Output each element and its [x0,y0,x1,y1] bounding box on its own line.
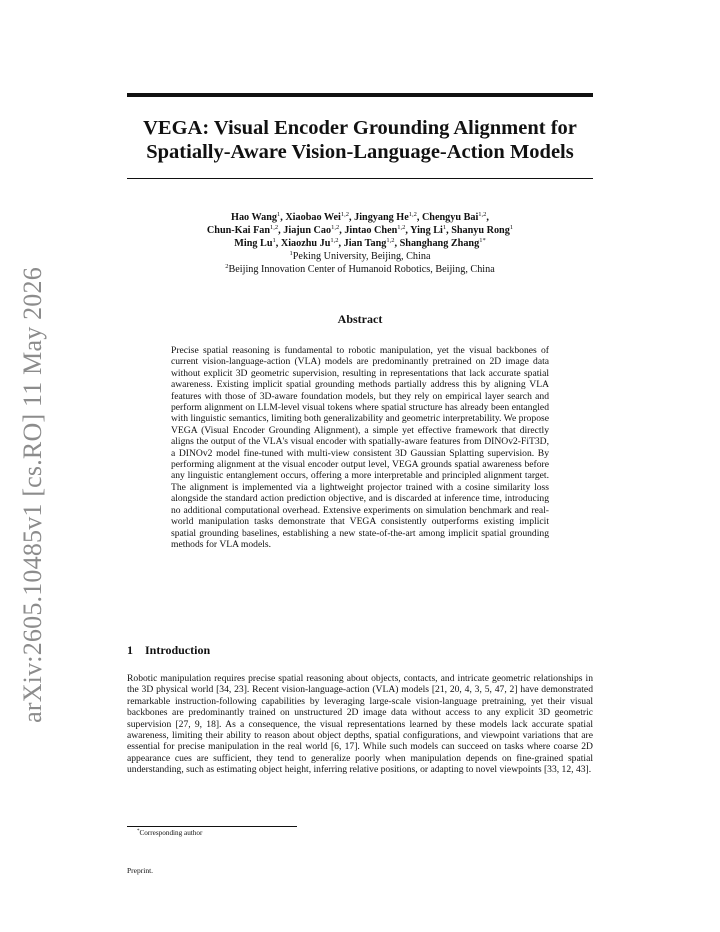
author-name: Jian Tang [343,238,387,249]
author-name: Ying Li [410,225,443,236]
author-affiliation-mark: 1 [272,237,276,244]
affiliation-text: Beijing Innovation Center of Humanoid Robotics, Beijing, China [228,264,495,275]
title-line-2: Spatially-Aware Vision-Language-Action Models [146,141,574,163]
arxiv-identifier-stamp: arXiv:2605.10485v1 [cs.RO] 11 May 2026 [18,267,47,723]
author-affiliation-mark: 1,2 [478,211,487,218]
author-name: Hao Wang [231,212,277,223]
author-affiliation-mark: 1 [442,224,447,231]
abstract-body: Precise spatial reasoning is fundamental to robotic manipulation, yet the visual backbones of current vision-language-action (VLA) models are predominantly pretrained on 2D image data without explicit 3D geometric supervision, resulting in representations that lack accurate spatial awareness. Existing implicit spatial grounding methods partially address this by aligning VLA features with those of 3D-aware foundation models, but they rely on empirical layer search and perform alignment on LLM-level visual tokens where spatial structure has already been entangled with linguistic semantics, limiting both generalizability and geometric interpretability. We propose VEGA (Visual Encoder Grounding Alignment), a simple yet effective framework that directly aligns the output of the VLA's visual encoder with spatially-aware features from DINOv2-FiT3D, a DINOv2 model fine-tuned with multi-view consistent 3D Gaussian Splatting supervision. By performing alignment at the visual encoder output level, VEGA grounds spatial awareness before any linguistic entanglement occurs, offering a more interpretable and principled alignment target. The alignment is implemented via a lightweight projector trained with a cosine similarity loss alongside the standard action prediction objective, and is discarded at inference time, introducing no additional computational overhead. Extensive experiments on simulation benchmark and real-world manipulation tasks demonstrate that VEGA consistently outperforms existing implicit spatial grounding baselines, establishing a new state-of-the-art among implicit spatial grounding methods for VLA models. [171,345,549,550]
affiliation-mark: 2 [225,263,229,270]
author-name: Chun-Kai Fan [206,225,271,236]
author-affiliation-mark: 1,2 [330,237,339,244]
title-line-1: VEGA: Visual Encoder Grounding Alignment for [143,117,577,139]
preprint-label: Preprint. [127,866,154,875]
author-name: Xiaobao Wei [285,212,341,223]
author-block [127,211,593,276]
author-name: Shanghang Zhang [399,238,480,249]
paper-title [127,116,593,164]
author-line-1: Hao Wang$^1$, Xiaobao Wei$^{1,2}$, Jingyang He$^{1,2}$, Chengyu Bai$^{1,2}$, [231,211,489,223]
author-affiliation-mark: 1,2 [331,224,340,231]
footnote-mark: * [137,829,140,834]
author-line-2: Chun-Kai Fan$^{1,2}$, Jiajun Cao$^{1,2}$, Jintao Chen$^{1,2}$, Ying Li$^1$, Shanyu Rong$^1$ [206,224,514,236]
author-name: Xiaozhu Ju [280,238,331,249]
author-affiliation-mark: 1 [276,211,281,218]
author-affiliation-mark: 1,2 [397,224,406,231]
author-name: Shanyu Rong [451,225,510,236]
author-affiliation-mark: 1* [479,237,486,244]
affiliation-mark: 1 [289,250,293,257]
introduction-paragraph: Robotic manipulation requires precise spatial reasoning about objects, contacts, and intricate geometric relationships in the 3D physical world [34, 23]. Recent vision-language-action (VLA) models [21, 20, 4, 3, 5, 47, 2] have demonstrated remarkable instruction-following capabilities by leveraging large-scale vision-language pretraining, yet their visual backbones are predominantly trained on unstructured 2D image data without access to any explicit 3D geometric supervision [27, 9, 18]. As a consequence, the visual representations learned by these models lack accurate spatial awareness, limiting their ability to reason about object depths, spatial configurations, and viewpoint variations that are essential for precise manipulation in the real world [6, 17]. While such models can succeed on tasks where coarse 2D appearance cues are sufficient, they tend to generalize poorly when manipulation depends on fine-grained spatial understanding, such as estimating object height, inferring relative positions, or adapting to novel viewpoints [33, 12, 43]. [127,673,593,776]
abstract-heading: Abstract [337,312,383,326]
author-affiliation-mark: 1,2 [270,224,279,231]
author-name: Chengyu Bai [421,212,479,223]
author-name: Jintao Chen [344,225,398,236]
section-heading [127,643,210,658]
title-bottom-rule [127,178,593,179]
author-name: Ming Lu [234,238,273,249]
footnote-text: Corresponding author [139,829,203,837]
author-affiliation-mark: 1,2 [386,237,395,244]
author-line-3: Ming Lu$^1$, Xiaozhu Ju$^{1,2}$, Jian Tang$^{1,2}$, Shanghang Zhang$^{1*}$ [234,237,486,249]
affiliation-text: Peking University, Beijing, China [292,251,431,262]
affiliation-2 [127,263,593,276]
author-name: Jiajun Cao [283,225,332,236]
author-affiliation-mark: 1,2 [340,211,350,218]
section-title: Introduction [145,643,211,657]
affiliation-1 [127,250,593,263]
title-top-rule [127,93,593,97]
footnote-rule [127,826,297,827]
author-affiliation-mark: 1 [509,224,514,231]
section-number: 1 [127,643,133,657]
footnote [137,829,202,837]
author-name: Jingyang He [354,212,409,223]
author-affiliation-mark: 1,2 [408,211,417,218]
